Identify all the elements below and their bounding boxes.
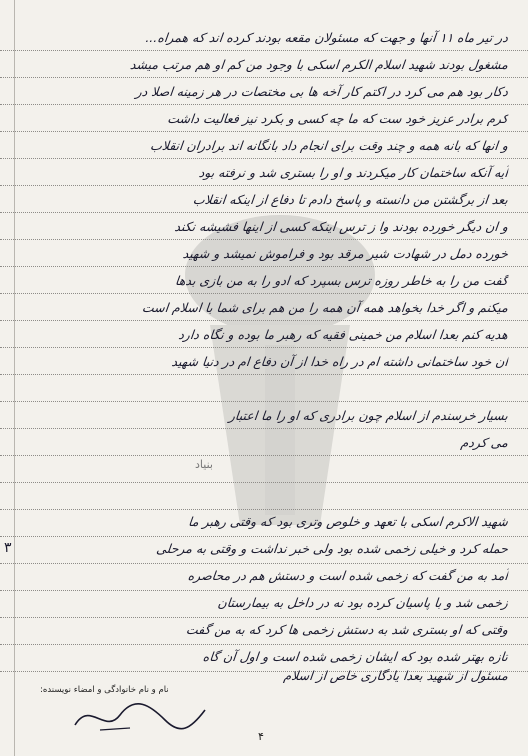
ruled-line (0, 617, 528, 618)
margin-line (14, 0, 15, 756)
ruled-line (0, 104, 528, 105)
handwritten-line: می کردم (459, 435, 509, 450)
ruled-line (0, 401, 528, 402)
ruled-line (0, 131, 528, 132)
handwritten-line: بسیار خرسندم از اسلام چون برادری که او را ما اعتبار (228, 408, 509, 423)
handwritten-line: آیه آنکه ساختمان کار میکردند و او را بستری شد و نرفته بود (198, 165, 509, 180)
ruled-line (0, 266, 528, 267)
handwritten-line: خورده دمل در شهادت شیر مرقد بود و فراموش نمیشد و شهید (182, 246, 509, 261)
ruled-line (0, 185, 528, 186)
ruled-line (0, 482, 528, 483)
ruled-line (0, 644, 528, 645)
stamp-text: بنیاد (195, 458, 213, 471)
handwritten-line: و ان دیگر خورده بودند وا ز ترس اینکه کسی از اینها فشیشه نکند (173, 219, 509, 234)
ruled-line (0, 455, 528, 456)
handwritten-line: در تیر ماه ۱۱ آنها و جهت که مسئولان مقعه بودند کرده اند که همراه... (144, 30, 509, 45)
handwritten-line: بعد از برگشتن من دانسته و پاسخ دادم تا دفاع از اینکه انقلاب (192, 192, 509, 207)
ruled-line (0, 212, 528, 213)
margin-mark: ۳ (4, 540, 12, 556)
handwritten-line: هدیه کنم بعدا اسلام من خمینی فقیه که رهبر ما بوده و نگاه دارد (177, 327, 509, 342)
ruled-line (0, 590, 528, 591)
ruled-line (0, 50, 528, 51)
ruled-line (0, 536, 528, 537)
handwritten-line: حمله کرد و خیلی زخمی شده بود ولی خبر نداشت و وقتی به مرحلی (155, 541, 509, 556)
handwritten-line: و انها که بانه همه و چند وقت برای انجام داد بانگانه اند برادران انقلاب (149, 138, 509, 153)
handwritten-line: ان خود ساختمانی داشته ام در راه خدا از آن دفاع ام در دنیا شهید (170, 354, 509, 369)
handwritten-line: میکنم و اگر خدا بخواهد همه آن همه را من هم برای شما با اسلام است (141, 300, 509, 315)
signature-mark (70, 690, 210, 740)
ruled-line (0, 428, 528, 429)
handwritten-line: مسئول از شهید بعدا یادگاری خاص از اسلام (282, 668, 509, 683)
ruled-line (0, 320, 528, 321)
handwritten-line: تازه بهتر شده بود که ایشان زخمی شده است و اول آن گاه (202, 649, 509, 664)
ruled-line (0, 293, 528, 294)
signature-label: نام و نام خانوادگی و امضاء نویسنده: (40, 685, 169, 695)
handwritten-line: گفت من را به خاطر روزه ترس بسپرد که ادو را به من بازی بدها (174, 273, 509, 288)
ruled-line (0, 77, 528, 78)
ruled-line (0, 374, 528, 375)
handwritten-line: دکار بود هم می کرد در اکتم کار آخه ها بی مختصات در هر زمینه اصلا در (135, 84, 509, 99)
handwritten-line: شهید الاکرم اسکی با تعهد و خلوص وتری بود که وقتی رهبر ما (187, 514, 509, 529)
handwritten-line: مشغول بودند شهید اسلام الکرم اسکی با وجود من کم او هم مرتب میشد (129, 57, 509, 72)
ruled-line (0, 158, 528, 159)
ruled-line (0, 239, 528, 240)
ruled-line (0, 563, 528, 564)
ruled-line (0, 347, 528, 348)
handwritten-line: وقتی که او بستری شد به دستش زخمی ها کرد که به من گفت (185, 622, 509, 637)
handwritten-line: کرم برادر عزیز خود ست که ما چه کسی و بکرد نیز فعالیت داشت (166, 111, 509, 126)
handwritten-line: زخمی شد و با پاسیان کرده بود نه در داخل به بیمارستان (216, 595, 509, 610)
ruled-line (0, 509, 528, 510)
page-number: ۴ (258, 730, 264, 743)
handwritten-line: آمد به من گفت که زخمی شده است و دستش هم در محاصره (187, 568, 509, 583)
